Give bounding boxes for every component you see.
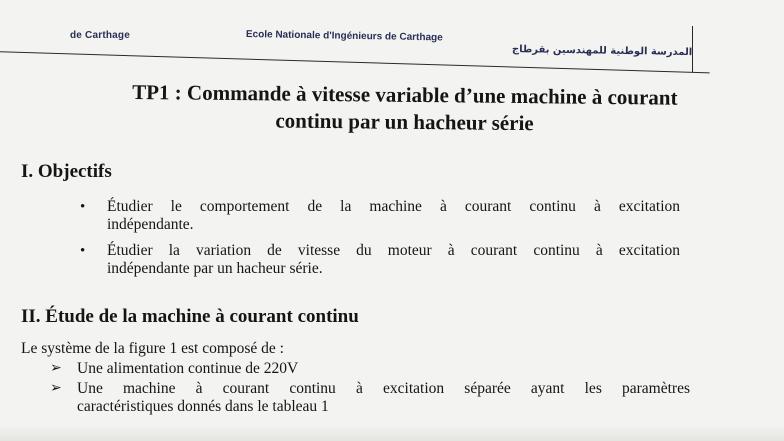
list-item-line: Étudier le comportement de la machine à courant continu à excitation (107, 198, 680, 215)
arrow-bullet-icon: ➢ (50, 380, 62, 396)
list-item (50, 380, 690, 416)
page-bottom-edge (0, 425, 784, 441)
list-item-line: Étudier la variation de vitesse du moteur à courant continu à excitation (107, 242, 680, 259)
header-left-text: de Carthage (70, 30, 130, 41)
list-item (80, 242, 680, 278)
arrow-bullet-icon: ➢ (50, 360, 62, 376)
bullet-icon: • (80, 199, 86, 215)
list-item-line: Une alimentation continue de 220V (77, 360, 299, 377)
list-item-line: Une machine à courant continu à excitation séparée ayant les paramètres (77, 380, 690, 397)
header-school-name: Ecole Nationale d'Ingénieurs de Carthage (245, 29, 443, 44)
section-heading-objectifs: I. Objectifs (21, 161, 112, 182)
list-item (80, 198, 680, 234)
title-line-1: TP1 : Commande à vitesse variable d’une machine à courant (132, 79, 678, 110)
section-heading-etude: II. Étude de la machine à courant continu (21, 306, 359, 327)
system-components-list (50, 360, 690, 418)
list-item-line: indépendante. (107, 216, 194, 233)
page-header (0, 0, 784, 72)
list-item-line: caractéristiques donnés dans le tableau 1 (77, 398, 329, 415)
bullet-icon: • (80, 243, 86, 259)
title-line-2: continu par un hacheur série (275, 108, 534, 136)
list-item (50, 360, 690, 378)
list-item-line: indépendante par un hacheur série. (107, 260, 323, 277)
document-title (39, 78, 770, 140)
objectives-list (80, 198, 680, 286)
section-intro: Le système de la figure 1 est composé de : (21, 340, 284, 357)
header-arabic-name: المدرسة الوطنية للمهندسين بقرطاج (511, 44, 693, 59)
header-right-rule (692, 26, 693, 72)
